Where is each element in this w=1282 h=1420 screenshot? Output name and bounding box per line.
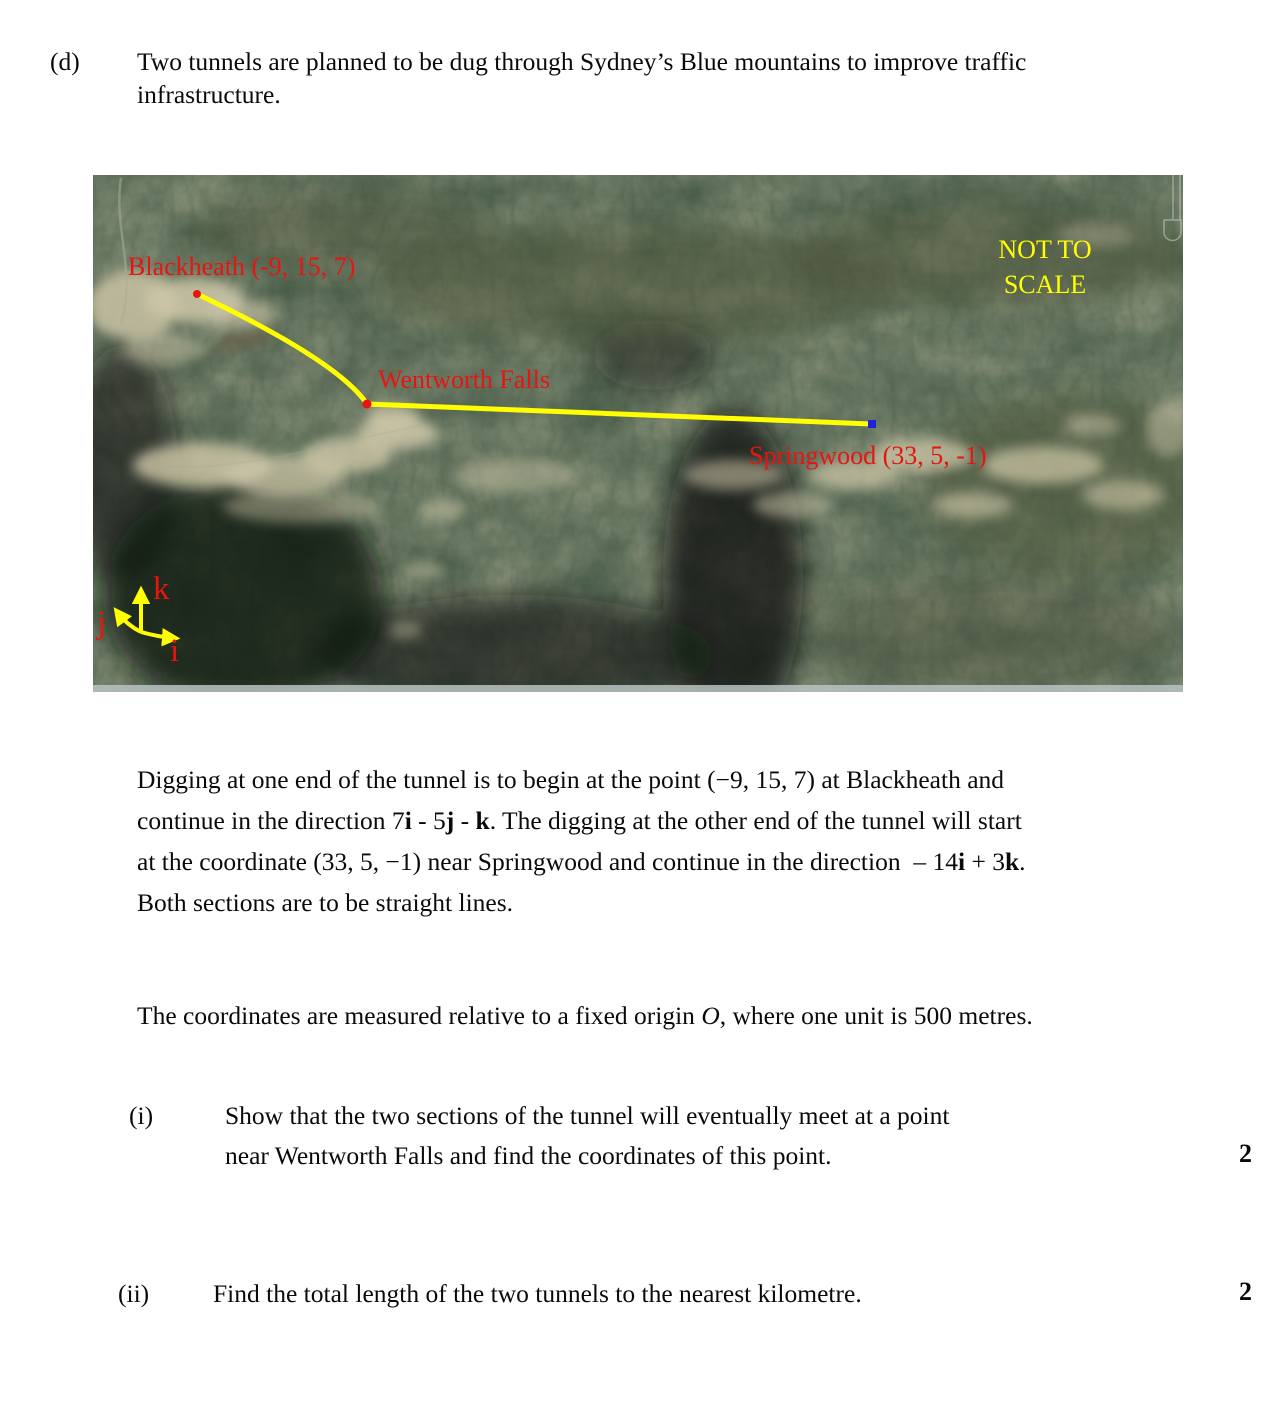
- intro-line-1: Two tunnels are planned to be dug through Sydney’s Blue mountains to improve traffic: [137, 47, 1027, 76]
- question-ii-line-1: Find the total length of the two tunnels to the nearest kilometre.: [213, 1279, 862, 1308]
- question-i-marks: 2: [1239, 1139, 1252, 1168]
- question-i-label: (i): [129, 1101, 154, 1130]
- question-i-line-1: Show that the two sections of the tunnel will eventually meet at a point: [225, 1101, 950, 1130]
- blackheath-dot: [193, 290, 201, 298]
- springwood-label: Springwood (33, 5, -1): [749, 441, 987, 470]
- wentworth-falls-dot: [363, 400, 372, 409]
- not-to-scale-line-2: SCALE: [1003, 270, 1087, 299]
- part-label: (d): [50, 47, 80, 76]
- question-ii-label: (ii): [118, 1279, 150, 1308]
- question-i-line-2: near Wentworth Falls and find the coordinates of this point.: [225, 1141, 832, 1170]
- not-to-scale-label: [950, 232, 1140, 302]
- k-axis-label: k: [153, 571, 170, 607]
- blackheath-label: Blackheath (-9, 15, 7): [128, 252, 356, 281]
- wentworth-falls-label: Wentworth Falls: [378, 365, 550, 394]
- not-to-scale-line-1: NOT TO: [998, 235, 1092, 264]
- digging-line-2: continue in the direction 7i - 5j - k. The digging at the other end of the tunnel will start: [137, 806, 1022, 835]
- j-axis-label: j: [97, 605, 107, 641]
- digging-line-3: at the coordinate (33, 5, −1) near Springwood and continue in the direction – 14i + 3k.: [137, 847, 1026, 876]
- satellite-map: [93, 175, 1183, 692]
- digging-line-1: Digging at one end of the tunnel is to begin at the point (−9, 15, 7) at Blackheath and: [137, 765, 1005, 794]
- digging-line-4: Both sections are to be straight lines.: [137, 888, 514, 917]
- springwood-dot: [868, 420, 876, 428]
- intro-line-2: infrastructure.: [137, 80, 281, 109]
- i-axis-label: i: [170, 633, 180, 669]
- origin-note: The coordinates are measured relative to a fixed origin O, where one unit is 500 metres.: [137, 1001, 1033, 1030]
- map-bottom-haze: [93, 685, 1183, 692]
- question-ii-marks: 2: [1239, 1277, 1252, 1306]
